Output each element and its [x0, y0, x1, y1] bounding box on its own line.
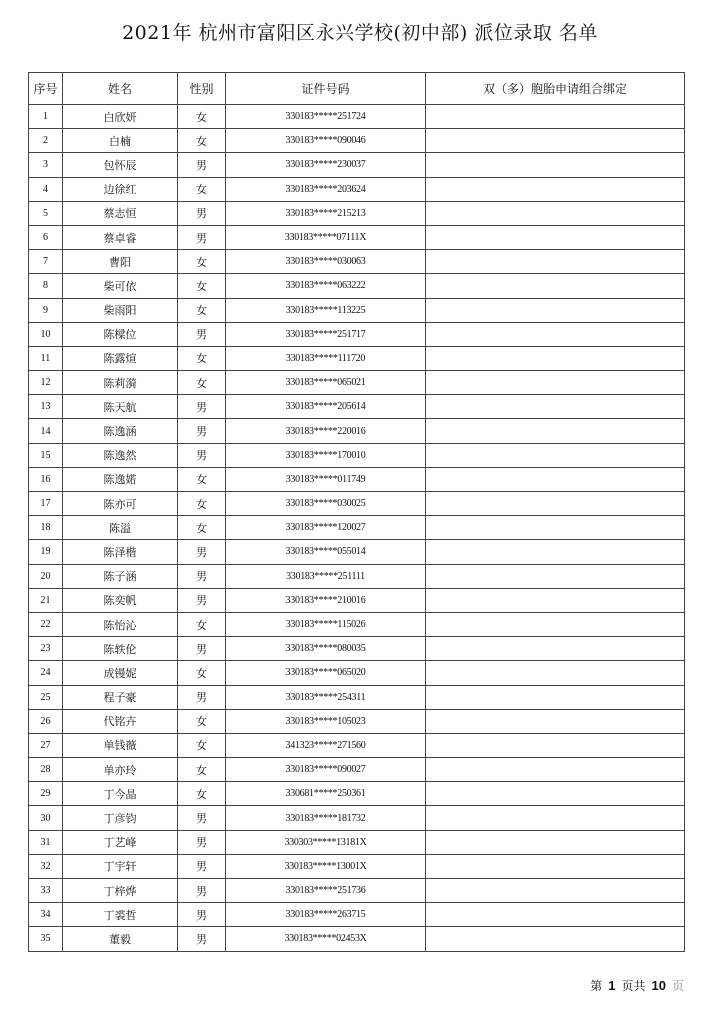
table-row	[29, 346, 685, 370]
cell-gender: 男	[178, 806, 226, 830]
table-row	[29, 854, 685, 878]
cell-index: 8	[29, 274, 63, 298]
cell-id-number: 330183*****07111X	[226, 225, 426, 249]
cell-name: 陈怡沁	[63, 612, 178, 636]
cell-gender: 男	[178, 540, 226, 564]
cell-twins	[426, 927, 685, 951]
cell-gender: 男	[178, 927, 226, 951]
cell-gender: 男	[178, 395, 226, 419]
cell-twins	[426, 492, 685, 516]
cell-gender: 女	[178, 733, 226, 757]
cell-id-number: 330183*****02453X	[226, 927, 426, 951]
footer-page-number: 1	[608, 978, 616, 993]
table-row	[29, 830, 685, 854]
cell-id-number: 330303*****13181X	[226, 830, 426, 854]
cell-index: 30	[29, 806, 63, 830]
cell-index: 24	[29, 661, 63, 685]
cell-index: 5	[29, 201, 63, 225]
cell-gender: 女	[178, 250, 226, 274]
header-id: 证件号码	[226, 73, 426, 105]
cell-name: 丁彦钧	[63, 806, 178, 830]
cell-gender: 女	[178, 346, 226, 370]
cell-id-number: 330681*****250361	[226, 782, 426, 806]
cell-id-number: 330183*****220016	[226, 419, 426, 443]
cell-id-number: 330183*****120027	[226, 516, 426, 540]
cell-gender: 女	[178, 129, 226, 153]
table-row	[29, 322, 685, 346]
cell-index: 7	[29, 250, 63, 274]
cell-index: 4	[29, 177, 63, 201]
cell-twins	[426, 879, 685, 903]
cell-id-number: 330183*****105023	[226, 709, 426, 733]
cell-id-number: 330183*****065021	[226, 371, 426, 395]
cell-twins	[426, 782, 685, 806]
table-row	[29, 709, 685, 733]
footer-total-pages: 10	[651, 978, 666, 993]
cell-twins	[426, 612, 685, 636]
cell-index: 9	[29, 298, 63, 322]
cell-twins	[426, 443, 685, 467]
table-row	[29, 105, 685, 129]
cell-index: 16	[29, 467, 63, 491]
table-row	[29, 612, 685, 636]
cell-id-number: 330183*****055014	[226, 540, 426, 564]
cell-index: 10	[29, 322, 63, 346]
cell-twins	[426, 733, 685, 757]
cell-name: 陈泽楷	[63, 540, 178, 564]
cell-twins	[426, 830, 685, 854]
cell-twins	[426, 322, 685, 346]
footer-middle: 页共	[621, 979, 646, 993]
cell-gender: 男	[178, 637, 226, 661]
cell-index: 12	[29, 371, 63, 395]
header-index: 序号	[29, 73, 63, 105]
cell-id-number: 330183*****065020	[226, 661, 426, 685]
cell-twins	[426, 129, 685, 153]
table-row	[29, 250, 685, 274]
table-row	[29, 806, 685, 830]
cell-id-number: 330183*****251724	[226, 105, 426, 129]
table-header-row	[29, 73, 685, 105]
table-row	[29, 419, 685, 443]
cell-index: 33	[29, 879, 63, 903]
cell-gender: 男	[178, 153, 226, 177]
table-row	[29, 153, 685, 177]
cell-id-number: 330183*****011749	[226, 467, 426, 491]
cell-gender: 男	[178, 879, 226, 903]
cell-name: 丁今晶	[63, 782, 178, 806]
cell-index: 11	[29, 346, 63, 370]
cell-gender: 女	[178, 516, 226, 540]
cell-id-number: 330183*****030025	[226, 492, 426, 516]
cell-name: 陈樑位	[63, 322, 178, 346]
table-row	[29, 588, 685, 612]
cell-index: 25	[29, 685, 63, 709]
cell-twins	[426, 806, 685, 830]
table-row	[29, 637, 685, 661]
cell-twins	[426, 516, 685, 540]
cell-gender: 女	[178, 105, 226, 129]
cell-twins	[426, 274, 685, 298]
cell-twins	[426, 637, 685, 661]
cell-gender: 男	[178, 854, 226, 878]
document-title: 2021年 杭州市富阳区永兴学校(初中部) 派位录取 名单	[122, 22, 598, 44]
table-row	[29, 733, 685, 757]
cell-twins	[426, 588, 685, 612]
table-row	[29, 371, 685, 395]
cell-name: 陈亦可	[63, 492, 178, 516]
cell-index: 26	[29, 709, 63, 733]
cell-name: 曹阳	[63, 250, 178, 274]
cell-name: 包怀辰	[63, 153, 178, 177]
table-row	[29, 129, 685, 153]
cell-name: 代铭卉	[63, 709, 178, 733]
cell-index: 1	[29, 105, 63, 129]
admission-table	[28, 72, 685, 952]
table-row	[29, 177, 685, 201]
cell-gender: 男	[178, 685, 226, 709]
cell-id-number: 330183*****111720	[226, 346, 426, 370]
cell-gender: 女	[178, 274, 226, 298]
cell-id-number: 330183*****215213	[226, 201, 426, 225]
page-footer	[590, 977, 684, 994]
cell-name: 陈子涵	[63, 564, 178, 588]
cell-name: 陈奕帆	[63, 588, 178, 612]
cell-id-number: 330183*****030063	[226, 250, 426, 274]
cell-gender: 女	[178, 758, 226, 782]
cell-twins	[426, 854, 685, 878]
cell-id-number: 341323*****271560	[226, 733, 426, 757]
cell-gender: 男	[178, 443, 226, 467]
cell-index: 19	[29, 540, 63, 564]
cell-twins	[426, 250, 685, 274]
table-row	[29, 467, 685, 491]
cell-twins	[426, 709, 685, 733]
table-row	[29, 225, 685, 249]
cell-index: 6	[29, 225, 63, 249]
cell-name: 陈露煊	[63, 346, 178, 370]
cell-index: 13	[29, 395, 63, 419]
cell-name: 董毅	[63, 927, 178, 951]
cell-name: 白楠	[63, 129, 178, 153]
cell-index: 15	[29, 443, 63, 467]
cell-twins	[426, 153, 685, 177]
cell-name: 陈天航	[63, 395, 178, 419]
cell-name: 陈逸然	[63, 443, 178, 467]
cell-id-number: 330183*****263715	[226, 903, 426, 927]
cell-name: 蔡卓睿	[63, 225, 178, 249]
cell-twins	[426, 564, 685, 588]
cell-name: 单亦玲	[63, 758, 178, 782]
cell-gender: 女	[178, 661, 226, 685]
cell-id-number: 330183*****230037	[226, 153, 426, 177]
cell-twins	[426, 758, 685, 782]
cell-gender: 女	[178, 298, 226, 322]
cell-twins	[426, 685, 685, 709]
cell-gender: 女	[178, 709, 226, 733]
table-row	[29, 564, 685, 588]
cell-index: 20	[29, 564, 63, 588]
cell-name: 丁裘哲	[63, 903, 178, 927]
table-row	[29, 274, 685, 298]
table-row	[29, 758, 685, 782]
footer-suffix: 页	[671, 979, 684, 993]
table-row	[29, 516, 685, 540]
cell-twins	[426, 177, 685, 201]
cell-gender: 男	[178, 201, 226, 225]
cell-id-number: 330183*****113225	[226, 298, 426, 322]
cell-gender: 女	[178, 177, 226, 201]
cell-twins	[426, 105, 685, 129]
cell-id-number: 330183*****063222	[226, 274, 426, 298]
cell-twins	[426, 419, 685, 443]
cell-index: 29	[29, 782, 63, 806]
cell-twins	[426, 903, 685, 927]
cell-gender: 女	[178, 371, 226, 395]
cell-name: 单钱薇	[63, 733, 178, 757]
table-row	[29, 927, 685, 951]
table-row	[29, 298, 685, 322]
cell-gender: 男	[178, 830, 226, 854]
table-row	[29, 492, 685, 516]
table-row	[29, 903, 685, 927]
cell-twins	[426, 371, 685, 395]
cell-id-number: 330183*****13001X	[226, 854, 426, 878]
cell-twins	[426, 540, 685, 564]
cell-id-number: 330183*****210016	[226, 588, 426, 612]
cell-index: 21	[29, 588, 63, 612]
cell-name: 陈轶伦	[63, 637, 178, 661]
header-gender: 性别	[178, 73, 226, 105]
cell-name: 陈莉漪	[63, 371, 178, 395]
cell-index: 22	[29, 612, 63, 636]
table-row	[29, 201, 685, 225]
cell-index: 32	[29, 854, 63, 878]
cell-gender: 男	[178, 322, 226, 346]
cell-name: 蔡志恒	[63, 201, 178, 225]
cell-name: 陈逸涵	[63, 419, 178, 443]
cell-twins	[426, 225, 685, 249]
table-row	[29, 661, 685, 685]
table-row	[29, 395, 685, 419]
cell-gender: 男	[178, 225, 226, 249]
cell-gender: 女	[178, 782, 226, 806]
header-name: 姓名	[63, 73, 178, 105]
header-twins: 双（多）胞胎申请组合绑定	[426, 73, 685, 105]
cell-id-number: 330183*****080035	[226, 637, 426, 661]
cell-twins	[426, 661, 685, 685]
table-row	[29, 443, 685, 467]
cell-id-number: 330183*****251111	[226, 564, 426, 588]
cell-index: 31	[29, 830, 63, 854]
cell-twins	[426, 201, 685, 225]
cell-name: 柴可依	[63, 274, 178, 298]
table-row	[29, 540, 685, 564]
cell-gender: 男	[178, 419, 226, 443]
cell-gender: 男	[178, 903, 226, 927]
cell-id-number: 330183*****170010	[226, 443, 426, 467]
cell-name: 陈逸婼	[63, 467, 178, 491]
cell-index: 2	[29, 129, 63, 153]
cell-twins	[426, 346, 685, 370]
footer-prefix: 第	[590, 979, 603, 993]
cell-name: 柴雨阳	[63, 298, 178, 322]
cell-name: 陈溢	[63, 516, 178, 540]
cell-name: 丁艺峰	[63, 830, 178, 854]
cell-name: 程子豪	[63, 685, 178, 709]
table-row	[29, 782, 685, 806]
cell-twins	[426, 395, 685, 419]
table-row	[29, 879, 685, 903]
cell-name: 丁宇轩	[63, 854, 178, 878]
cell-index: 23	[29, 637, 63, 661]
cell-gender: 男	[178, 588, 226, 612]
cell-gender: 女	[178, 467, 226, 491]
table-row	[29, 685, 685, 709]
cell-id-number: 330183*****251717	[226, 322, 426, 346]
cell-twins	[426, 467, 685, 491]
cell-index: 3	[29, 153, 63, 177]
cell-id-number: 330183*****254311	[226, 685, 426, 709]
cell-index: 35	[29, 927, 63, 951]
cell-name: 成镘妮	[63, 661, 178, 685]
cell-name: 边徐红	[63, 177, 178, 201]
cell-name: 白欣妍	[63, 105, 178, 129]
cell-id-number: 330183*****251736	[226, 879, 426, 903]
cell-gender: 女	[178, 612, 226, 636]
cell-gender: 女	[178, 492, 226, 516]
cell-id-number: 330183*****090046	[226, 129, 426, 153]
cell-twins	[426, 298, 685, 322]
cell-gender: 男	[178, 564, 226, 588]
cell-id-number: 330183*****181732	[226, 806, 426, 830]
cell-id-number: 330183*****203624	[226, 177, 426, 201]
cell-id-number: 330183*****115026	[226, 612, 426, 636]
table-body	[29, 105, 685, 952]
cell-index: 34	[29, 903, 63, 927]
cell-index: 27	[29, 733, 63, 757]
cell-index: 28	[29, 758, 63, 782]
cell-id-number: 330183*****205614	[226, 395, 426, 419]
cell-index: 14	[29, 419, 63, 443]
cell-name: 丁梓烨	[63, 879, 178, 903]
cell-index: 17	[29, 492, 63, 516]
cell-index: 18	[29, 516, 63, 540]
cell-id-number: 330183*****090027	[226, 758, 426, 782]
